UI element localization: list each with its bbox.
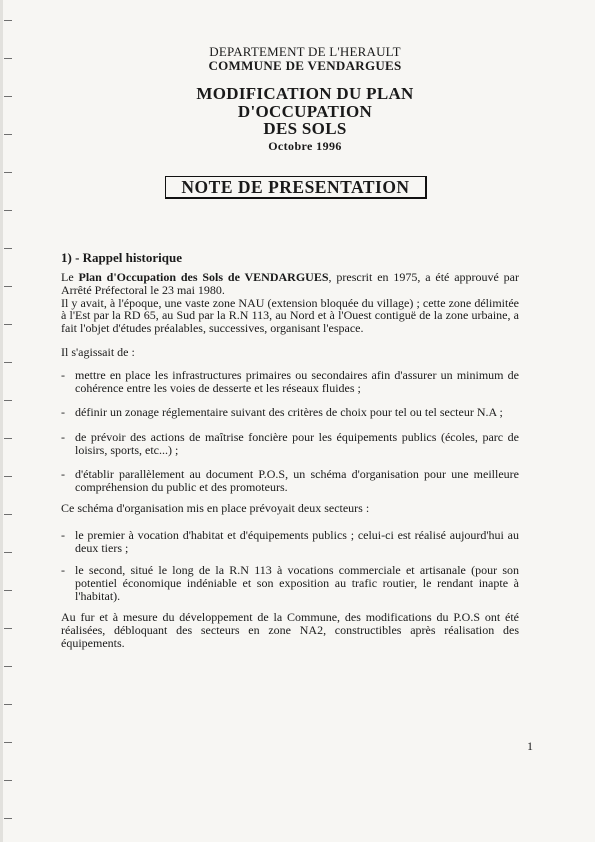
list-item [61, 564, 519, 602]
binding-mark [4, 780, 12, 781]
list-item-text: de prévoir des actions de maîtrise foncière pour les équipements publics (écoles, parc de loisirs, sports, etc...) ; [75, 430, 519, 457]
binding-mark [4, 514, 12, 515]
binding-edge [0, 0, 3, 842]
list-item-text: mettre en place les infrastructures primaires ou secondaires afin d'assurer un minimum de cohérence entre les voies de desserte et les réseaux fluides ; [75, 368, 519, 395]
page-number: 1 [527, 739, 533, 753]
binding-mark [4, 362, 12, 363]
list-item [61, 406, 519, 419]
objectives-list [61, 369, 519, 499]
department-name: DEPARTEMENT DE L'HERAULT [209, 44, 401, 59]
binding-mark [4, 438, 12, 439]
binding-mark [4, 20, 12, 21]
dash-marker: - [61, 528, 65, 542]
binding-mark [4, 704, 12, 705]
list-item [61, 369, 519, 395]
binding-mark [4, 286, 12, 287]
binding-mark [4, 96, 12, 97]
lead-in-text: Il s'agissait de : [61, 345, 135, 359]
binding-mark [4, 134, 12, 135]
commune-name: COMMUNE DE VENDARGUES [208, 58, 402, 73]
dash-marker: - [61, 467, 65, 481]
binding-mark [4, 742, 12, 743]
binding-mark [4, 172, 12, 173]
intro-paragraph [61, 271, 519, 335]
list-item-text: définir un zonage réglementaire suivant des critères de choix pour tel ou tel secteur N.A ; [75, 405, 503, 419]
binding-mark [4, 324, 12, 325]
final-paragraph: Au fur et à mesure du développement de la Commune, des modifications du P.O.S ont été réalisées, débloquant des secteurs en zone NA2, constructibles après réalisation des équipements. [61, 610, 519, 650]
list-item [61, 529, 519, 555]
list-item-text: d'établir parallèlement au document P.O.S, un schéma d'organisation pour une meilleure compréhension du public et des promoteurs. [75, 467, 519, 494]
binding-mark [4, 248, 12, 249]
dash-marker: - [61, 430, 65, 444]
intro-bold-name: Plan d'Occupation des Sols de VENDARGUES [78, 270, 329, 284]
sectors-list [61, 529, 519, 609]
intro-rest: , prescrit en 1975, a été approuvé par Arrêté Préfectoral le 23 mai 1980. [61, 270, 520, 297]
document-date: Octobre 1996 [268, 139, 342, 153]
dash-marker: - [61, 563, 65, 577]
binding-mark [4, 666, 12, 667]
dash-marker: - [61, 405, 65, 419]
title-line-3: DES SOLS [263, 119, 347, 138]
binding-mark [4, 590, 12, 591]
list-item-text: le premier à vocation d'habitat et d'équipements publics ; celui-ci est réalisé aujourd'hui au deux tiers ; [75, 528, 519, 555]
section-heading: 1) - Rappel historique [61, 250, 182, 265]
document-title [120, 85, 490, 138]
binding-mark [4, 476, 12, 477]
note-title-box: NOTE DE PRESENTATION [165, 176, 427, 199]
binding-mark [4, 552, 12, 553]
title-line-1: MODIFICATION DU PLAN [196, 84, 414, 103]
binding-mark [4, 400, 12, 401]
binding-mark [4, 628, 12, 629]
list-item [61, 431, 519, 457]
intro-prefix: Le [61, 270, 79, 284]
binding-mark [4, 58, 12, 59]
list-item [61, 468, 519, 494]
dash-marker: - [61, 368, 65, 382]
intro-second-sentence: Il y avait, à l'époque, une vaste zone NAU (extension bloquée du village) ; cette zone délimitée à l'Est par la RD 65, au Sud par la R.N 113, au Nord et à l'Ouest contiguë de la zone urbaine, a fait l'objet d'études préalables, successives, organisant l'espace. [61, 295, 519, 336]
binding-mark [4, 210, 12, 211]
list-item-text: le second, situé le long de la R.N 113 à vocations commerciale et artisanale (pour son potentiel économique indéniable et son exposition au trafic routier, le rendant inapte à l'habitat). [75, 563, 519, 603]
title-line-2: D'OCCUPATION [237, 101, 373, 121]
binding-mark [4, 818, 12, 819]
lead-in-text-2: Ce schéma d'organisation mis en place prévoyait deux secteurs : [61, 501, 370, 515]
